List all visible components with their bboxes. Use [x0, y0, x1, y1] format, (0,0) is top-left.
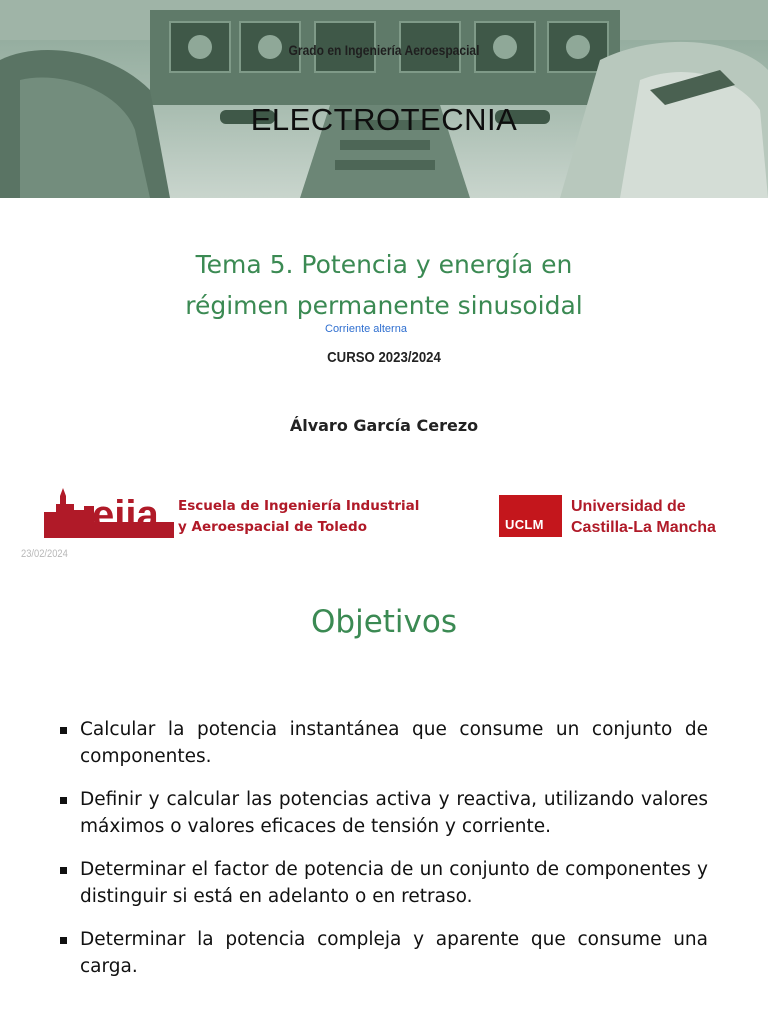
- square-bullet-icon: [60, 937, 67, 944]
- objective-text: Determinar la potencia compleja y aparente que consume una carga.: [80, 929, 708, 977]
- objectives-list: [58, 716, 708, 996]
- objectives-title: Objetivos: [311, 604, 457, 640]
- eiia-logo: [44, 484, 174, 538]
- list-item: [58, 926, 708, 980]
- topic-title: [0, 244, 768, 326]
- uclm-logo-text: UCLM: [505, 517, 544, 532]
- square-bullet-icon: [60, 727, 67, 734]
- author-name: Álvaro García Cerezo: [289, 416, 479, 435]
- degree-program: Grado en Ingeniería Aeroespacial: [288, 42, 480, 58]
- list-item: [58, 786, 708, 840]
- list-item: [58, 716, 708, 770]
- topic-title-line2: régimen permanente sinusoidal: [185, 291, 583, 320]
- course-title: ELECTROTECNIA: [250, 102, 518, 137]
- objectives-slide: [0, 576, 768, 1024]
- objective-text: Determinar el factor de potencia de un conjunto de componentes y distinguir si está en adelanto o en retraso.: [80, 859, 708, 907]
- topic-title-line1: Tema 5. Potencia y energía en: [195, 250, 573, 279]
- list-item: [58, 856, 708, 910]
- university-name-line2: Castilla-La Mancha: [571, 519, 716, 536]
- slide-date: 23/02/2024: [21, 548, 68, 560]
- school-name: [178, 496, 419, 538]
- cockpit-illustration: [0, 0, 768, 198]
- square-bullet-icon: [60, 797, 67, 804]
- school-name-line2: y Aeroespacial de Toledo: [178, 519, 367, 535]
- university-name: [571, 496, 716, 538]
- objective-text: Definir y calcular las potencias activa y reactiva, utilizando valores máximos o valores eficaces de tensión y corriente.: [80, 789, 708, 837]
- square-bullet-icon: [60, 867, 67, 874]
- academic-year: CURSO 2023/2024: [327, 349, 441, 366]
- cockpit-banner-image: [0, 0, 768, 198]
- subtopic-label: Corriente alterna: [325, 323, 407, 335]
- uclm-logo: [499, 495, 562, 537]
- eiia-logo-text: eiia: [92, 493, 159, 537]
- school-name-line1: Escuela de Ingeniería Industrial: [178, 498, 420, 514]
- objective-text: Calcular la potencia instantánea que consume un conjunto de componentes.: [80, 719, 708, 767]
- university-name-line1: Universidad de: [571, 498, 686, 515]
